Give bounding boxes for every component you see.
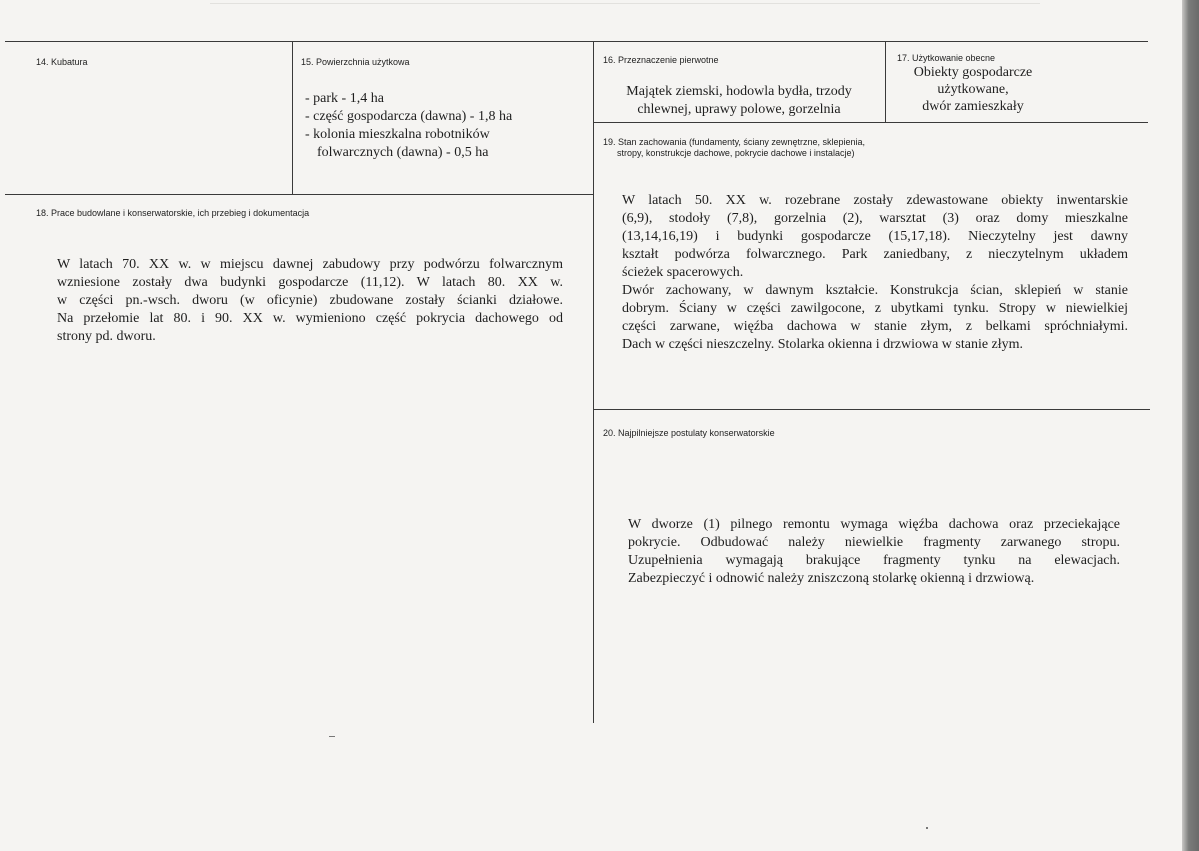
scan-speck — [926, 827, 928, 829]
stan-line: części zarwane, więźba dachowa w stanie złym, z belkami spróchniałymi. — [622, 319, 1128, 334]
field-przeznaczenie-label: 16. Przeznaczenie pierwotne — [603, 55, 719, 65]
przeznaczenie-line: Majątek ziemski, hodowla bydła, trzody — [626, 84, 852, 99]
stan-line: Dwór zachowany, w dawnym kształcie. Konstrukcja ścian, sklepień w stanie — [622, 283, 1128, 298]
divider-col-14-15 — [292, 41, 293, 194]
page-edge-shadow — [1182, 0, 1199, 851]
field-uzytkowanie-value — [890, 64, 1056, 115]
prace-line: W latach 70. XX w. w miejscu dawnej zabudowy przy podwórzu folwarcznym — [57, 257, 563, 272]
postulaty-line: pokrycie. Odbudować należy niewielkie fragmenty zarwanego stropu. — [628, 535, 1120, 550]
field-prace-value — [57, 256, 563, 346]
field-uzytkowanie-label: 17. Użytkowanie obecne — [897, 53, 996, 63]
stan-label-line: 19. Stan zachowania (fundamenty, ściany zewnętrzne, sklepienia, — [603, 137, 865, 147]
postulaty-line: Uzupełnienia wymagają brakujące fragmenty tynku na elewacjach. — [628, 553, 1120, 568]
stan-line: W latach 50. XX w. rozebrane zostały zdewastowane obiekty inwentarskie — [622, 193, 1128, 208]
field-stan-value — [622, 192, 1128, 354]
field-powierzchnia-value — [305, 90, 512, 162]
uzytkowanie-line: Obiekty gospodarcze — [913, 65, 1033, 80]
prace-line: Na przełomie lat 80. i 90. XX w. wymieniono część pokrycia dachowego od — [57, 311, 563, 326]
uzytkowanie-line: dwór zamieszkały — [922, 99, 1024, 114]
field-przeznaczenie-value — [600, 83, 878, 119]
przeznaczenie-line: chlewnej, uprawy polowe, gorzelnia — [637, 102, 841, 117]
stan-line: kształt podwórza folwarcznego. Park zaniedbany, z nieczytelnym układem — [622, 247, 1128, 262]
powierzchnia-line: - park - 1,4 ha — [305, 91, 384, 106]
prace-line: strony pd. dworu. — [57, 329, 156, 344]
field-powierzchnia-label: 15. Powierzchnia użytkowa — [301, 57, 410, 67]
field-postulaty-value — [628, 516, 1120, 588]
divider-col-16-17 — [885, 41, 886, 122]
divider-col-main — [593, 41, 594, 723]
powierzchnia-line: - część gospodarcza (dawna) - 1,8 ha — [305, 109, 513, 124]
field-kubatura-label: 14. Kubatura — [36, 57, 88, 67]
stan-line: Dach w części nieszczelny. Stolarka okienna i drzwiowa w stanie złym. — [622, 337, 1024, 352]
divider-top — [5, 41, 1148, 42]
page-edge-mark — [210, 3, 1040, 4]
field-postulaty-label: 20. Najpilniejsze postulaty konserwatorskie — [603, 428, 775, 438]
divider-row3-right — [593, 409, 1150, 410]
stan-line: (13,14,16,19) i budynki gospodarcze (15,17,18). Nieczytelny jest dawny — [622, 229, 1128, 244]
uzytkowanie-line: użytkowane, — [937, 82, 1009, 97]
field-prace-label: 18. Prace budowlane i konserwatorskie, ich przebieg i dokumentacja — [36, 208, 310, 218]
stan-line: (6,9), stodoły (7,8), gorzelnia (2), warsztat (3) oraz domy mieszkalne — [622, 211, 1128, 226]
divider-row2-left — [5, 194, 593, 195]
stan-label-line: stropy, konstrukcje dachowe, pokrycie dachowe i instalacje) — [617, 148, 855, 158]
powierzchnia-line: folwarcznych (dawna) - 0,5 ha — [317, 145, 489, 160]
postulaty-line: Zabezpieczyć i odnowić należy zniszczoną stolarkę okienną i drzwiową. — [628, 571, 1035, 586]
scan-speck — [329, 736, 335, 737]
divider-row2-right — [593, 122, 1148, 123]
stan-line: ścieżek spacerowych. — [622, 265, 744, 280]
powierzchnia-line: - kolonia mieszkalna robotników — [305, 127, 490, 142]
prace-line: wzniesione zostały dwa budynki gospodarcze (11,12). W latach 80. XX w. — [57, 275, 563, 290]
stan-line: dobrym. Ściany w części zawilgocone, z ubytkami tynku. Stropy w niewielkiej — [622, 301, 1128, 316]
postulaty-line: W dworze (1) pilnego remontu wymaga więźba dachowa oraz przeciekające — [628, 517, 1120, 532]
field-stan-label — [603, 137, 865, 159]
prace-line: w części pn.-wsch. dworu (w oficynie) zbudowane zostały ścianki działowe. — [57, 293, 563, 308]
